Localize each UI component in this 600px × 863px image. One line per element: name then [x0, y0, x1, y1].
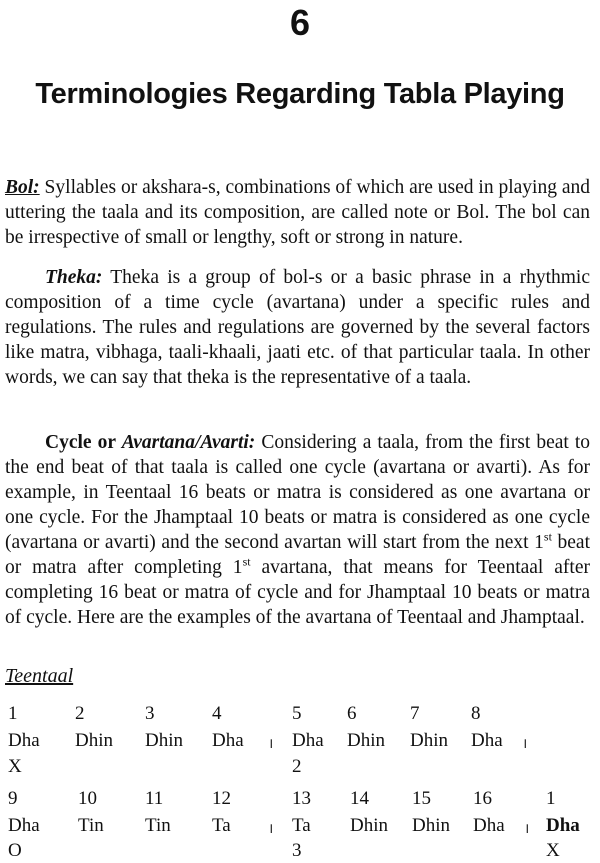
paragraph-cycle	[5, 430, 590, 630]
tali-mark: 2	[292, 756, 302, 777]
khali-mark: O	[8, 840, 22, 861]
beat-number: 6	[347, 703, 357, 724]
beat-number: 10	[78, 788, 97, 809]
bol: Dhin	[410, 730, 448, 751]
term-theka: Theka:	[45, 267, 103, 288]
paragraph-theka	[5, 265, 590, 390]
paragraph-cycle-text-2: beat or matra after completing 1	[5, 532, 590, 578]
beat-number: 8	[471, 703, 481, 724]
bol: Dha	[473, 815, 505, 836]
beat-number: 11	[145, 788, 164, 809]
beat-number: 4	[212, 703, 222, 724]
vibhaga-divider: ।	[268, 820, 274, 836]
vibhaga-divider: ।	[268, 735, 274, 751]
beat-number: 1	[8, 703, 18, 724]
beat-number: 9	[8, 788, 18, 809]
superscript-st: st	[543, 529, 552, 544]
beat-number: 12	[212, 788, 231, 809]
chapter-title: Terminologies Regarding Tabla Playing	[35, 78, 565, 110]
paragraph-bol	[5, 175, 590, 250]
bol: Tin	[145, 815, 171, 836]
bol: Dhin	[347, 730, 385, 751]
bol: Dhin	[350, 815, 388, 836]
term-cycle: Cycle or	[45, 432, 122, 453]
sam-mark: X	[546, 840, 560, 861]
beat-number: 15	[412, 788, 431, 809]
bol: Dhin	[75, 730, 113, 751]
chapter-number: 6	[289, 2, 311, 43]
vibhaga-divider: ।	[522, 735, 528, 751]
beat-number: 14	[350, 788, 369, 809]
beat-number: 2	[75, 703, 85, 724]
bol: Tin	[78, 815, 104, 836]
teentaal-label: Teentaal	[5, 665, 74, 687]
bol: Dha	[212, 730, 244, 751]
vibhaga-divider: ।	[524, 820, 530, 836]
paragraph-cycle-text-1: Considering a taala, from the first beat to the end beat of that taala is called one cycle (avartana or avarti). As for example, in Teentaal 16 beats or matra is considered as one avartana or one cycle. For the Jhamptaal 10 beats or matra is considered as one cycle (avartana or avarti) and the second avartan will start from the next 1	[5, 432, 590, 553]
beat-number: 7	[410, 703, 420, 724]
tali-mark: X	[8, 756, 22, 777]
bol: Dhin	[145, 730, 183, 751]
tali-mark: 3	[292, 840, 302, 861]
bol: Ta	[212, 815, 231, 836]
superscript-st: st	[242, 554, 251, 569]
beat-number: 5	[292, 703, 302, 724]
beat-number: 1	[546, 788, 556, 809]
term-avartana: Avartana/Avarti:	[121, 432, 256, 453]
beat-number: 3	[145, 703, 155, 724]
term-bol: Bol:	[5, 177, 40, 198]
bol: Dha	[8, 730, 40, 751]
bol-sam: Dha	[546, 815, 580, 836]
bol: Dha	[292, 730, 324, 751]
bol: Dhin	[412, 815, 450, 836]
bol: Dha	[471, 730, 503, 751]
paragraph-cycle-text-3: avartana, that means for Teentaal after completing 16 beat or matra of cycle and for Jhamptaal 10 beats or matra of cycle. Here are the examples of the avartana of Teentaal and Jhamptaal.	[5, 557, 590, 628]
bol: Ta	[292, 815, 311, 836]
beat-number: 13	[292, 788, 311, 809]
beat-number: 16	[473, 788, 492, 809]
bol: Dha	[8, 815, 40, 836]
paragraph-theka-text: Theka is a group of bol-s or a basic phrase in a rhythmic composition of a time cycle (avartana) under a specific rules and regulations. The rules and regulations are governed by the several factors like matra, vibhaga, taali-khaali, jaati etc. of that particular taala. In other words, we can say that theka is the representative of a taala.	[5, 267, 590, 388]
paragraph-bol-text: Syllables or akshara-s, combinations of which are used in playing and uttering the taala and its composition, are called note or Bol. The bol can be irrespective of small or lengthy, soft or strong in nature.	[5, 177, 590, 248]
